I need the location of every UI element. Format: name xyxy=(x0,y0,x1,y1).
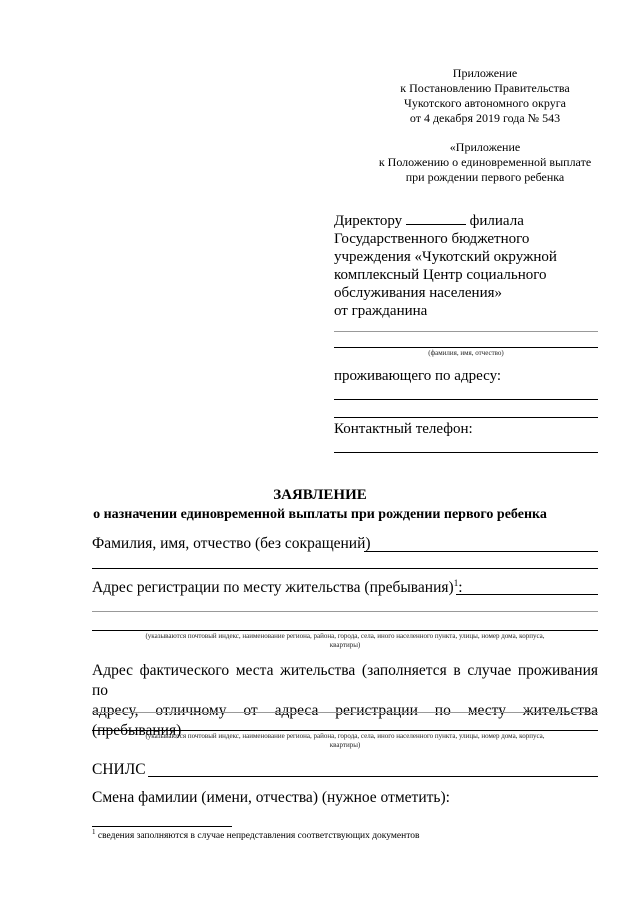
appendix-line: Приложение xyxy=(452,66,518,80)
addressee-line: обслуживания населения» xyxy=(334,285,502,301)
applicant-address-line[interactable] xyxy=(334,399,598,400)
applicant-address-line[interactable] xyxy=(334,417,598,418)
appendix-line: от 4 декабря 2019 года № 543 xyxy=(409,111,561,125)
footnote xyxy=(92,827,420,841)
footnote-number: 1 xyxy=(92,827,96,836)
reg-address-input-line[interactable] xyxy=(92,611,598,612)
document-subtitle: о назначении единовременной выплаты при рождении первого ребенка xyxy=(93,507,547,522)
address-label: проживающего по адресу: xyxy=(334,368,502,384)
actual-address-caption: (указываются почтовый индекс, наименование региона, района, города, села, иного населенного пункта, улицы, номер дома, корпуса, квартиры) xyxy=(145,732,545,749)
appendix-line: Чукотского автономного округа xyxy=(404,96,566,110)
addressee-line: Государственного бюджетного xyxy=(334,231,530,247)
snils-label: СНИЛС xyxy=(92,761,146,778)
phone-line[interactable] xyxy=(334,452,598,453)
applicant-name-line[interactable] xyxy=(334,331,598,332)
reg-address-caption: (указываются почтовый индекс, наименование региона, района, города, села, иного населенного пункта, улицы, номер дома, корпуса, квартиры) xyxy=(145,632,545,649)
regulation-appendix-header xyxy=(360,140,610,185)
fio-caption: (фамилия, имя, отчество) xyxy=(428,349,504,357)
addressee-line: от гражданина xyxy=(334,303,428,319)
director-line: Директору филиала xyxy=(334,213,524,229)
document-title: ЗАЯВЛЕНИЕ xyxy=(273,487,367,503)
fio-input-line[interactable] xyxy=(92,568,598,569)
fio-input-line[interactable] xyxy=(364,551,598,552)
snils-input-line[interactable] xyxy=(148,776,598,777)
branch-blank[interactable] xyxy=(406,211,466,225)
addressee-block xyxy=(334,211,604,320)
reg-address-label: Адрес регистрации по месту жительства (пребывания)$^1$: xyxy=(92,577,463,596)
actual-address-label: Адрес фактического места жительства (заполняется в случае проживания по адресу, отличному от адреса регистрации по месту жительства (пребывания) xyxy=(92,662,598,739)
phone-label: Контактный телефон: xyxy=(334,421,473,437)
addressee-line: учреждения «Чукотский окружной xyxy=(334,249,557,265)
appendix-line: при рождении первого ребенка xyxy=(405,170,565,184)
actual-address-input-line[interactable] xyxy=(92,730,598,731)
addressee-line: комплексный Центр социального xyxy=(334,267,547,283)
reg-address-input-line[interactable] xyxy=(92,630,598,631)
footnote-text: сведения заполняются в случае непредставления соответствующих документов xyxy=(97,831,420,841)
footnote-mark: 1 xyxy=(453,577,459,588)
actual-address-input-line[interactable] xyxy=(92,712,598,713)
applicant-name-line[interactable] xyxy=(334,347,598,348)
appendix-line: «Приложение xyxy=(449,140,521,154)
reg-address-input-line[interactable] xyxy=(456,594,598,595)
appendix-line: к Постановлению Правительства xyxy=(400,81,570,95)
fio-label: Фамилия, имя, отчество (без сокращений) xyxy=(92,535,371,552)
footnote-separator xyxy=(92,826,232,827)
name-change-label: Смена фамилии (имени, отчества) (нужное отметить): xyxy=(92,789,450,806)
appendix-line: к Положению о единовременной выплате xyxy=(378,155,592,169)
appendix-header xyxy=(360,66,610,126)
